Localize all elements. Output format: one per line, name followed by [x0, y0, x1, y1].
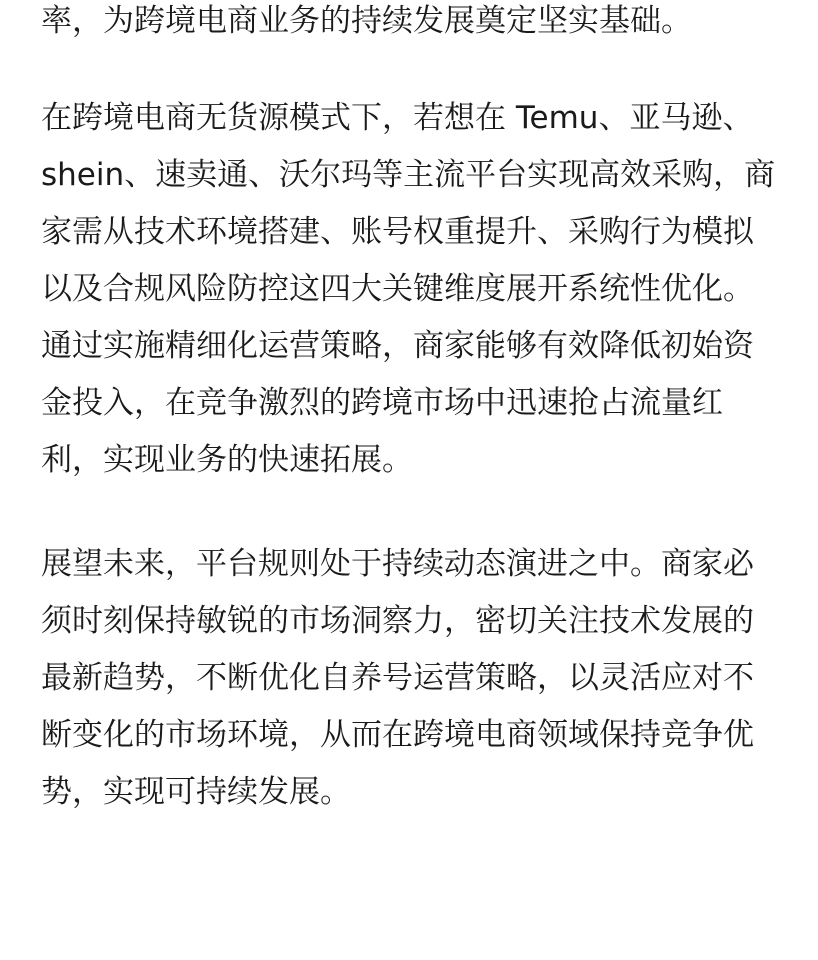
text-line: 利，实现业务的快速拓展。: [41, 442, 413, 478]
text-line: 在跨境电商无货源模式下，若想在 Temu、亚马逊、: [41, 100, 754, 136]
text-line: 展望未来，平台规则处于持续动态演进之中。商家必: [41, 546, 754, 582]
text-line: 最新趋势，不断优化自养号运营策略，以灵活应对不: [41, 660, 754, 696]
text-line: 以及合规风险防控这四大关键维度展开系统性优化。: [41, 271, 754, 307]
paragraph-gap: [41, 43, 786, 90]
text-line: 通过实施精细化运营策略，商家能够有效降低初始资: [41, 328, 754, 364]
text-line: 断变化的市场环境，从而在跨境电商领域保持竞争优: [41, 717, 754, 753]
paragraph-strategy: [41, 90, 786, 489]
paragraph-gap: [41, 489, 786, 536]
paragraph-intro-tail: [41, 0, 786, 43]
text-line: 势，实现可持续发展。: [41, 774, 351, 810]
article-body: [41, 0, 786, 821]
text-line: 金投入，在竞争激烈的跨境市场中迅速抢占流量红: [41, 385, 723, 421]
text-line: shein、速卖通、沃尔玛等主流平台实现高效采购，商: [41, 157, 776, 193]
text-line: 家需从技术环境搭建、账号权重提升、采购行为模拟: [41, 214, 754, 250]
text-line: 率，为跨境电商业务的持续发展奠定坚实基础。: [41, 3, 692, 39]
text-line: 须时刻保持敏锐的市场洞察力，密切关注技术发展的: [41, 603, 754, 639]
paragraph-outlook: [41, 536, 786, 821]
